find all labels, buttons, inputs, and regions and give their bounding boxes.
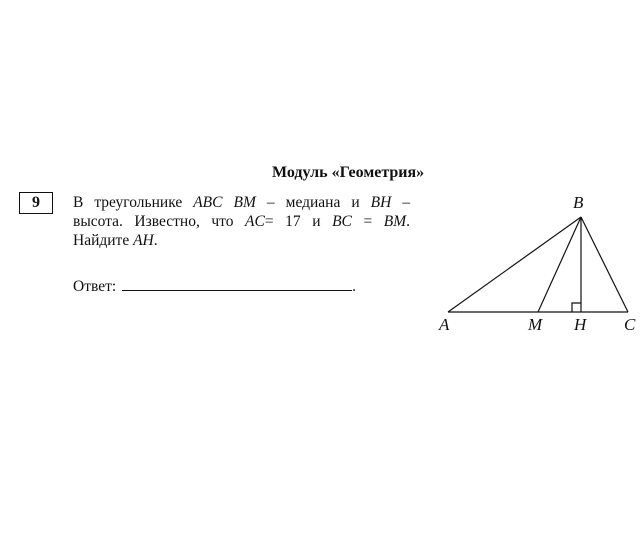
text-segment: – медиана и <box>266 194 360 211</box>
math-bm-2: BM <box>383 213 407 230</box>
triangle-figure <box>430 190 640 340</box>
side-ab <box>448 217 581 312</box>
problem-line-2 <box>73 212 410 231</box>
text-segment: В треугольнике <box>73 194 183 211</box>
problem-text <box>73 193 423 250</box>
median-bm <box>538 217 581 312</box>
math-bh: BH <box>370 194 392 211</box>
math-abc: ABC <box>193 194 223 211</box>
math-bc-group <box>332 213 410 230</box>
answer-label: Ответ: <box>73 278 117 295</box>
task-number-box <box>19 192 53 214</box>
text-segment: Найдите <box>73 232 130 249</box>
math-ac-value: = 17 <box>264 213 301 230</box>
math-ac: AC <box>245 213 265 230</box>
text-segment: – <box>402 194 411 211</box>
task-number: 9 <box>32 194 40 211</box>
math-ah: AH <box>133 232 154 249</box>
side-bc <box>581 217 628 312</box>
module-title: Модуль «Геометрия» <box>272 164 425 181</box>
answer-end: . <box>352 278 357 295</box>
text-segment: и <box>312 213 321 230</box>
problem-line-1 <box>73 193 410 212</box>
vertex-label-a: A <box>439 315 450 334</box>
math-bm: BM <box>233 194 256 211</box>
vertex-label-b: B <box>573 193 584 212</box>
answer-row <box>73 276 356 296</box>
answer-blank-line[interactable] <box>122 276 352 291</box>
text-segment: высота. Известно, что <box>73 213 234 230</box>
vertex-label-h: H <box>574 315 587 334</box>
problem-line-3 <box>73 231 423 250</box>
vertex-label-m: M <box>528 315 543 334</box>
right-angle-mark <box>572 303 581 312</box>
text-period: . <box>153 232 158 249</box>
vertex-label-c: C <box>624 315 636 334</box>
math-equals: = <box>363 213 373 230</box>
math-bc: BC <box>332 213 352 230</box>
math-ac-group <box>245 213 301 230</box>
text-period: . <box>406 213 411 230</box>
